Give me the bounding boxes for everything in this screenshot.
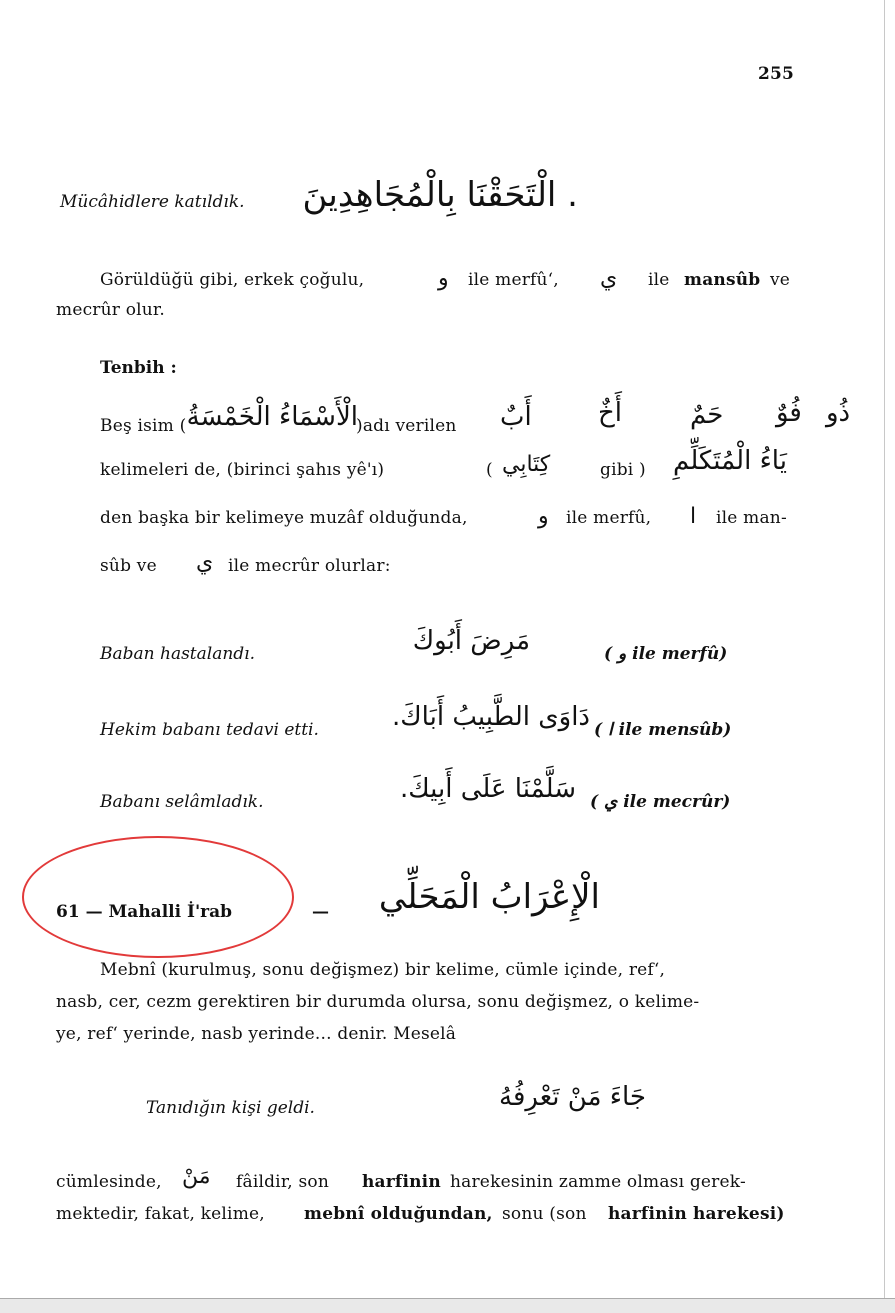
word-dhu: ذُو — [826, 398, 851, 428]
example-arabic-bottom: جَاءَ مَنْ تَعْرِفُهُ — [499, 1082, 646, 1112]
tenbih-line2-b: gibi ) — [600, 460, 646, 480]
tenbih-line2-a: kelimeleri de, (birinci şahıs yê'ı) — [100, 460, 385, 480]
tenbih-line2-open: ( — [486, 460, 493, 480]
example-arabic: دَاوَى الطَّبِيبُ أَبَاكَ. — [391, 702, 590, 732]
para3-line2-bold2: harfinin harekesi) — [608, 1204, 785, 1224]
tenbih-line3-b: ile merfû, — [566, 508, 652, 528]
para1-line1-c-label: ile — [648, 270, 670, 290]
tenbih-line2-arabic2: يَاءُ الْمُتَكَلِّمِ — [673, 446, 787, 476]
page-bottom-edge — [0, 1298, 895, 1313]
tenbih-line4-b: ile mecrûr olurlar: — [228, 556, 391, 576]
para3-line2-a: mektedir, fakat, kelime, — [56, 1204, 265, 1224]
para3-line2-b: sonu (son — [502, 1204, 587, 1224]
example-note: ( و ile merfû) — [604, 644, 728, 664]
para3-line1-arabic: مَنْ — [182, 1164, 211, 1189]
page-number: 255 — [758, 64, 795, 84]
tenbih-line3-alif: ا — [690, 504, 697, 529]
word-ab: أَبٌ — [500, 402, 532, 432]
para3-line2-bold1: mebnî olduğundan, — [304, 1204, 493, 1224]
tenbih-heading: Tenbih : — [100, 358, 177, 378]
tenbih-line3-a: den başka bir kelimeye muzâf olduğunda, — [100, 508, 468, 528]
word-akh: أَخٌ — [598, 398, 623, 428]
para2-line3: ye, ref‘ yerinde, nasb yerinde... denir. Meselâ — [56, 1024, 457, 1044]
section-arabic: الْإِعْرَابُ الْمَحَلِّي — [378, 877, 600, 917]
para1-line1-b: ile merfû‘, — [468, 270, 559, 290]
example-arabic: مَرِضَ أَبُوكَ — [412, 626, 530, 656]
example-translation-bottom: Tanıdığın kişi geldi. — [146, 1098, 315, 1118]
tenbih-line4-ya: ي — [196, 550, 214, 575]
para1-line1-a: Görüldüğü gibi, erkek çoğulu, — [100, 270, 365, 290]
para2-line2: nasb, cer, cezm gerektiren bir durumda olursa, sonu değişmez, o kelime- — [56, 992, 700, 1012]
section-dash: — — [312, 902, 329, 922]
para1-letter-waw: و — [438, 266, 449, 291]
tenbih-line3-c: ile man- — [716, 508, 787, 528]
word-fu: فُوٌ — [776, 398, 802, 428]
para3-line1-c: harekesinin zamme olması gerek- — [450, 1172, 746, 1192]
para3-line1-b: fâildir, son — [236, 1172, 329, 1192]
para1-line1-c-bold: mansûb — [684, 270, 761, 290]
tenbih-line4-a: sûb ve — [100, 556, 157, 576]
para1-line1-c-end: ve — [770, 270, 791, 290]
para1-line2: mecrûr olur. — [56, 300, 165, 320]
word-ham: حَمٌ — [690, 400, 724, 430]
para3-line1-a: cümlesinde, — [56, 1172, 162, 1192]
para2-line1: Mebnî (kurulmuş, sonu değişmez) bir kelime, cümle içinde, ref‘, — [100, 960, 666, 980]
tenbih-line1-a: Beş isim ( — [100, 416, 187, 436]
tenbih-line3-waw: و — [538, 504, 549, 529]
example-translation: Baban hastalandı. — [100, 644, 256, 664]
tenbih-line2-arabic: كِتَابِي — [502, 452, 551, 477]
example-translation: Hekim babanı tedavi etti. — [100, 720, 319, 740]
page-edge — [884, 0, 885, 1312]
example-arabic-top: . الْتَحَقْنَا بِالْمُجَاهِدِينَ — [302, 175, 578, 215]
annotation-circle — [22, 836, 294, 958]
para3-line1-bold: harfinin — [362, 1172, 441, 1192]
tenbih-line1-b: )adı verilen — [356, 416, 457, 436]
tenbih-line1-arabic: الْأَسْمَاءُ الْخَمْسَةُ — [186, 402, 358, 432]
example-translation-top: Mücâhidlere katıldık. — [60, 192, 245, 212]
example-arabic: سَلَّمْنَا عَلَى أَبِيكَ. — [400, 774, 576, 804]
example-note: ( ي ile mecrûr) — [590, 792, 731, 812]
example-translation: Babanı selâmladık. — [100, 792, 264, 812]
example-note: ( ا ile mensûb) — [594, 720, 732, 740]
para1-letter-ya: ي — [600, 266, 618, 291]
section-title: 61 — Mahalli İ'rab — [56, 902, 233, 922]
